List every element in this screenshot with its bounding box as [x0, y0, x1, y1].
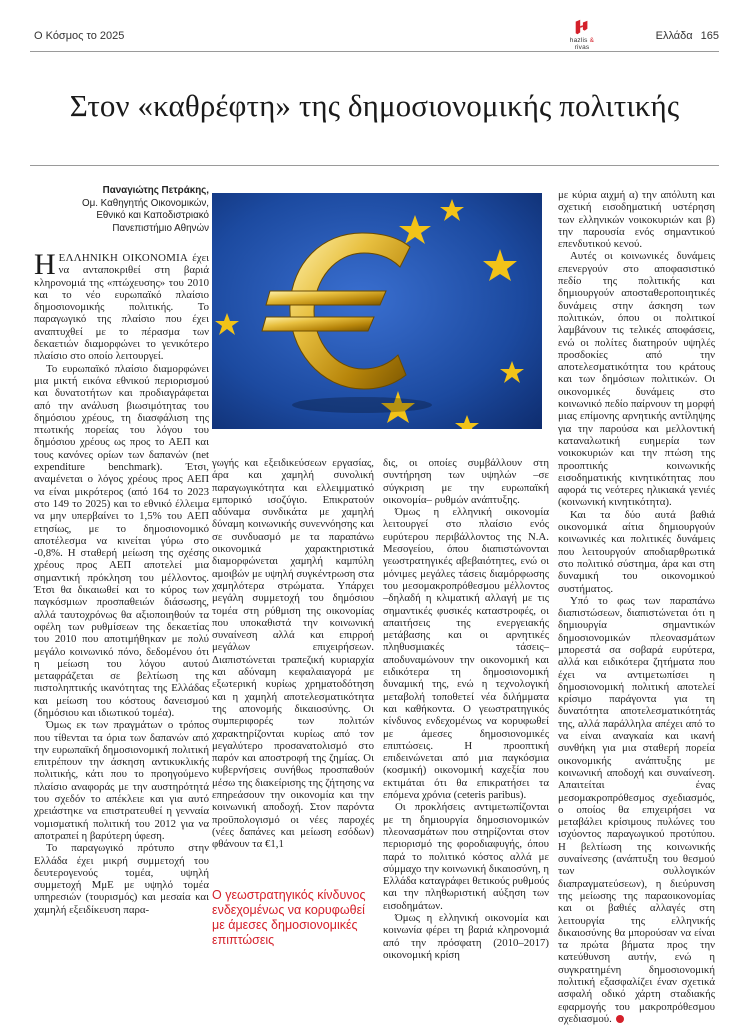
region-label: Ελλάδα — [655, 30, 693, 42]
publisher-logo-text: hazlis & rivas — [569, 37, 595, 51]
pull-quote: Ο γεωστρατηγικός κίνδυνος ενδεχομένως να κορυφωθεί με άμεσες δημοσιονομικές επιπτώσεις — [212, 888, 366, 947]
author-name: Παναγιώτης Πετράκης, — [102, 185, 209, 196]
article-column-1 — [34, 248, 210, 916]
page-meta — [656, 30, 719, 42]
article-column-2 — [212, 457, 374, 851]
article-column-4 — [558, 189, 715, 1025]
author-affiliation: Εθνικό και Καποδιστριακό — [96, 210, 209, 221]
body-paragraph: Όμως εκ των πραγμάτων ο τρόπος που τίθενται τα όρια των δαπανών από την ευρωπαϊκή δημοσιονομική πολιτική επιτρέπουν την άσκηση αντικυκλικής πολιτικής, κάτι που το προηγούμενο πλαίσιο αναφοράς με την αυστηρότητά του σχεδόν το απέκλειε και για αυτό χρειάστηκε να επιστρατευθεί η γενναία νομισματική πολιτική του 2012 για να αποτραπεί η βαρύτερη ύφεση. — [34, 719, 209, 842]
section-label: Ο Κόσμος το 2025 — [34, 30, 125, 42]
article-title: Στον «καθρέφτη» της δημοσιονομικής πολιτικής — [69, 88, 680, 123]
page-header — [0, 0, 749, 56]
body-paragraph: Υπό το φως των παραπάνω διαπιστώσεων, διαπιστώνεται ότι η δημιουργία σημαντικών δημοσιονομικών πλεονασμάτων μπορεστά σα σοβαρά ευρύτερα, αλλά και ειδικότερα ζητήματα που έχει να αντιμετωπίσει η δημοσιονομική πολιτική αποτελεί κρίσιμο παράγοντα για τη δυνατότητα αποτελεσματικότητάς της, αλλά παράλληλα απέχει από το να είναι αναγκαία και ικανή συνθήκη για μια σταθερή πορεία οικονομικής ανάπτυξης με κοινωνική αποδοχή και συναίνεση. Απαιτείται ένας μεσομακροπρόθεσμος σχεδιασμός, ο οποίος θα επιχειρήσει να μεταβάλει κρίσιμους πυλώνες του ισχύοντος παραγωγικού προτύπου. Η βελτίωση της κοινωνικής συναίνεσης (ανάπτυξη του θεσμού των συλλογικών διαπραγματεύσεων), η διεύρυνση της μείωσης της παραοικονομίας και οι βαθιές αλλαγές στη λειτουργία της ελληνικής δικαιοσύνης θα μπορούσαν να είναι τα πρώτα βήματα προς την κατεύθυνση αυτήν, ενώ η συγκρατημένη δημοσιονομική πολιτική εξασφαλίζει έναν σχετικά ασφαλή οδικό χάρτη σταδιακής εφαρμογής του μακροπρόθεσμου σχεδιασμού. — [558, 594, 715, 1025]
title-divider — [30, 165, 719, 166]
lead-caps: ΕΛΛΗΝΙΚΗ ΟΙΚΟΝΟΜΙΑ — [58, 252, 189, 264]
header-divider — [30, 51, 719, 52]
body-paragraph: Οι προκλήσεις αντιμετωπίζονται με τη δημιουργία δημοσιονομικών πλεονασμάτων που στηρίζονται στον περιορισμό της φοροδιαφυγής, όπου παρά το πολιτικό κόστος αλλά με σύμμαχο την κοινωνική δικαιοσύνη, η Ελλάδα καταγράφει θετικούς ρυθμούς και την πληθωριστική αύξηση των εισοδημάτων. — [383, 801, 549, 912]
body-paragraph: γωγής και εξειδικεύσεων εργασίας, άρα και χαμηλή συνολική παραγωγικότητα και ελλειμματικό εμπορικό ισοζύγιο. Επικρατούν αδύναμα συνδικάτα με χαμηλή δύναμη κοινωνικής συνεννόησης και σε συνδυασμό με τα παραπάνω οικονομικά χαρακτηριστικά διαμορφώνεται χαμηλή καμπύλη αμοιβών με υψηλή συγκέντρωση στα χαμηλότερα στρώματα. Υπάρχει μεγάλη συμμετοχή του δημόσιου τομέα στη ρύθμιση της οικονομίας που υποκαθιστά την κοινωνική συναίνεση αλλά και επιρροή μεγάλων επιχειρήσεων. Διαπιστώνεται τραπεζική κυριαρχία και αδύναμη κεφαλαιαγορά με εξωτερική κυρίως χρηματοδότηση και η χαμηλή αποτελεσματικότητα της απονομής δικαιοσύνης. Οι συμπεριφορές των πολιτών χαρακτηρίζονται κυρίως από τον μεγαλύτερο προσανατολισμό στο παρόν και αποστροφή της ζημίας. Οι κυβερνήσεις συνήθως προσπαθούν μέσω της διακείρισης της ζήτησης να επηρεάσουν την οικονομία και την κοινωνική αποδοχή. Στον παρόντα προϋπολογισμό οι νέες παροχές (νέες δαπάνες και μείωση εσόδων) φθάνουν τα €1,1 — [212, 457, 374, 851]
end-mark-icon — [616, 1015, 624, 1023]
euro-symbol-icon — [212, 193, 542, 429]
publisher-logo — [562, 18, 602, 52]
body-paragraph: Αυτές οι κοινωνικές δυνάμεις επενεργούν στο αποφασιστικό πεδίο της πολιτικής και δημιουργούν αποσταθεροποιητικές δυνάμεις στην άσκηση των πολιτικών, όπου οι πολιτικοί λαμβάνουν τις τελικές αποφάσεις, ενώ οι πολίτες διατηρούν υψηλές προσδοκίες από την αποτελεσματικότητα του κράτους και των δημόσιων πολιτικών. Οι οικονομικές δυνάμεις στο κοινωνικό πεδίο παίρνουν τη μορφή μιας επίμονης αρνητικής αντίληψης για την παρούσα και μελλοντική καταναλωτική ευημερία των νοικοκυριών και την πτώση της προοπτικής κοινωνικής εισοδηματικής κινητικότητας που αφορά τις νεότερες ηλικιακά γενιές (κοινωνική κινητικότητα). — [558, 250, 715, 509]
author-role: Ομ. Καθηγητής Οικονομικών, — [81, 197, 209, 209]
author-block — [34, 185, 209, 235]
drop-cap: Η — [34, 248, 56, 281]
body-paragraph: Το παραγωγικό πρότυπο στην Ελλάδα έχει μικρή συμμετοχή του δευτερογενούς τομέα, υψηλή συμμετοχή ΜμΕ με υψηλό τομέα υπηρεσιών (τουρισμός) και μεσαία και χαμηλή εξειδίκευση παρα- — [34, 842, 209, 916]
body-paragraph: Όμως η ελληνική οικονομία λειτουργεί στο πλαίσιο ενός ευρύτερου περιβάλλοντος της Ν.Α. Μεσογείου, όπου διαπιστώνονται γεωστρατηγικές αβεβαιότητες, ενώ οι μόνιμες μεγάλες τάσεις διαμόρφωσης του μεσομακροπρόθεσμου μέλλοντος –δηλαδή η κλιματική αλλαγή με τις σημαντικές φυσικές καταστροφές, οι απαιτήσεις της ενεργειακής μετάβασης και οι αρνητικές πληθυσμιακές τάσεις– αποδυναμώνουν την οικονομική και ειδικότερα τη δημοσιονομική δυναμική της, ενώ η τεχνολογική μεταβολή τοποθετεί νέα διλήμματα και καθήκοντα. Ο γεωστρατηγικός κίνδυνος ενδεχομένως να κορυφωθεί με άμεσες δημοσιονομικές επιπτώσεις. Η προοπτική επιδεινώνεται από μια παγκόσμια (κοσμική) οικονομική καχεξία που εκτιμάται ότι θα επικρατήσει τα επόμενα χρόνια (ceteris paribus). — [383, 506, 549, 802]
body-paragraph: Και τα δύο αυτά βαθιά οικονομικά αίτια δημιουργούν κοινωνικές και πολιτικές δυνάμεις που λειτουργούν αποδιαρθρωτικά στο πολιτικό σύστημα, άρα και στη δυναμική του οικονομικού συστήματος. — [558, 508, 715, 595]
page-number: 165 — [700, 30, 719, 42]
euro-photo — [212, 193, 542, 429]
body-paragraph: δις, οι οποίες συμβάλλουν στη συντήρηση των υψηλών –σε σύγκριση με την ευρωπαϊκή οικονομία– ρυθμών ανάπτυξης. — [383, 457, 549, 506]
body-paragraph: Όμως η ελληνική οικονομία και κοινωνία φέρει τη βαριά κληρονομιά από την πρόσφατη (2010–2017) οικονομική κρίση — [383, 911, 549, 961]
article-column-3 — [383, 457, 549, 961]
body-paragraph: Το ευρωπαϊκό πλαίσιο διαμορφώνει μια μικτή εικόνα εθνικού περιορισμού και δυνατοτήτων και προδιαγράφεται από την ανάλυση βιωσιμότητας του δημόσιου χρέους, τη διασφάλιση της πτωτικής πορείας του λόγου του δημόσιου χρέους ως προς το ΑΕΠ και τους κανόνες ορίων των δαπανών (net expenditure benchmark). Έτσι, αναμένεται ο λόγος χρέους προς ΑΕΠ να είναι μικρότερος (από 164 το 2023 στο 149 το 2025) και το εθνικό έλλειμα να μην υπερβαίνει το 1,5% του ΑΕΠ ετησίως, με το δημοσιονομικό αποτέλεσμα να κινείται γύρω στο -0,8%. Η σταθερή μείωση της σχέσης χρέους προς ΑΕΠ αποτελεί μια σημαντική πρόκληση του μέλλοντος. Έτσι θα δικαιωθεί και το κύρος των παγκόσμιων προσπαθειών διάσωσης, αλλά ταυτοχρόνως θα αξιοποιηθούν τα οφέλη των ρυθμίσεων της δεκαετίας του 2010 που αποτιμήθηκαν με πολύ μεγάλο κοινωνικό πόνο, δεδομένου ότι η μείωση του λόγου αυτού μεταφράζεται σε βελτίωση της πιστοληπτικής ικανότητας της Ελλάδας και μείωση του κόστους δανεισμού (δημόσιου και ιδιωτικού τομέα). — [34, 362, 209, 719]
body-paragraph: με κύρια αιχμή α) την απόλυτη και σχετική εισοδηματική υστέρηση των ελληνικών νοικοκυριών και β) την παρουσία ενός σημαντικού επενδυτικού κενού. — [558, 189, 715, 251]
publisher-logo-icon — [573, 18, 591, 36]
lead-paragraph: ΗΕΛΛΗΝΙΚΗ ΟΙΚΟΝΟΜΙΑ έχει να ανταποκριθεί στη βαριά κληρονομιά της «πτώχευσης» του 2010 και το νέο ευρωπαϊκό πλαίσιο δημοσιονομικής πολιτικής. Το παραγωγικό της πλαίσιο που έχει αναπτυχθεί με το πέρασμα των δεκαετιών διαμορφώνει το γενικότερο πλαίσιο στο οποίο λειτουργεί. — [34, 248, 210, 363]
author-affiliation: Πανεπιστήμιο Αθηνών — [112, 222, 209, 234]
